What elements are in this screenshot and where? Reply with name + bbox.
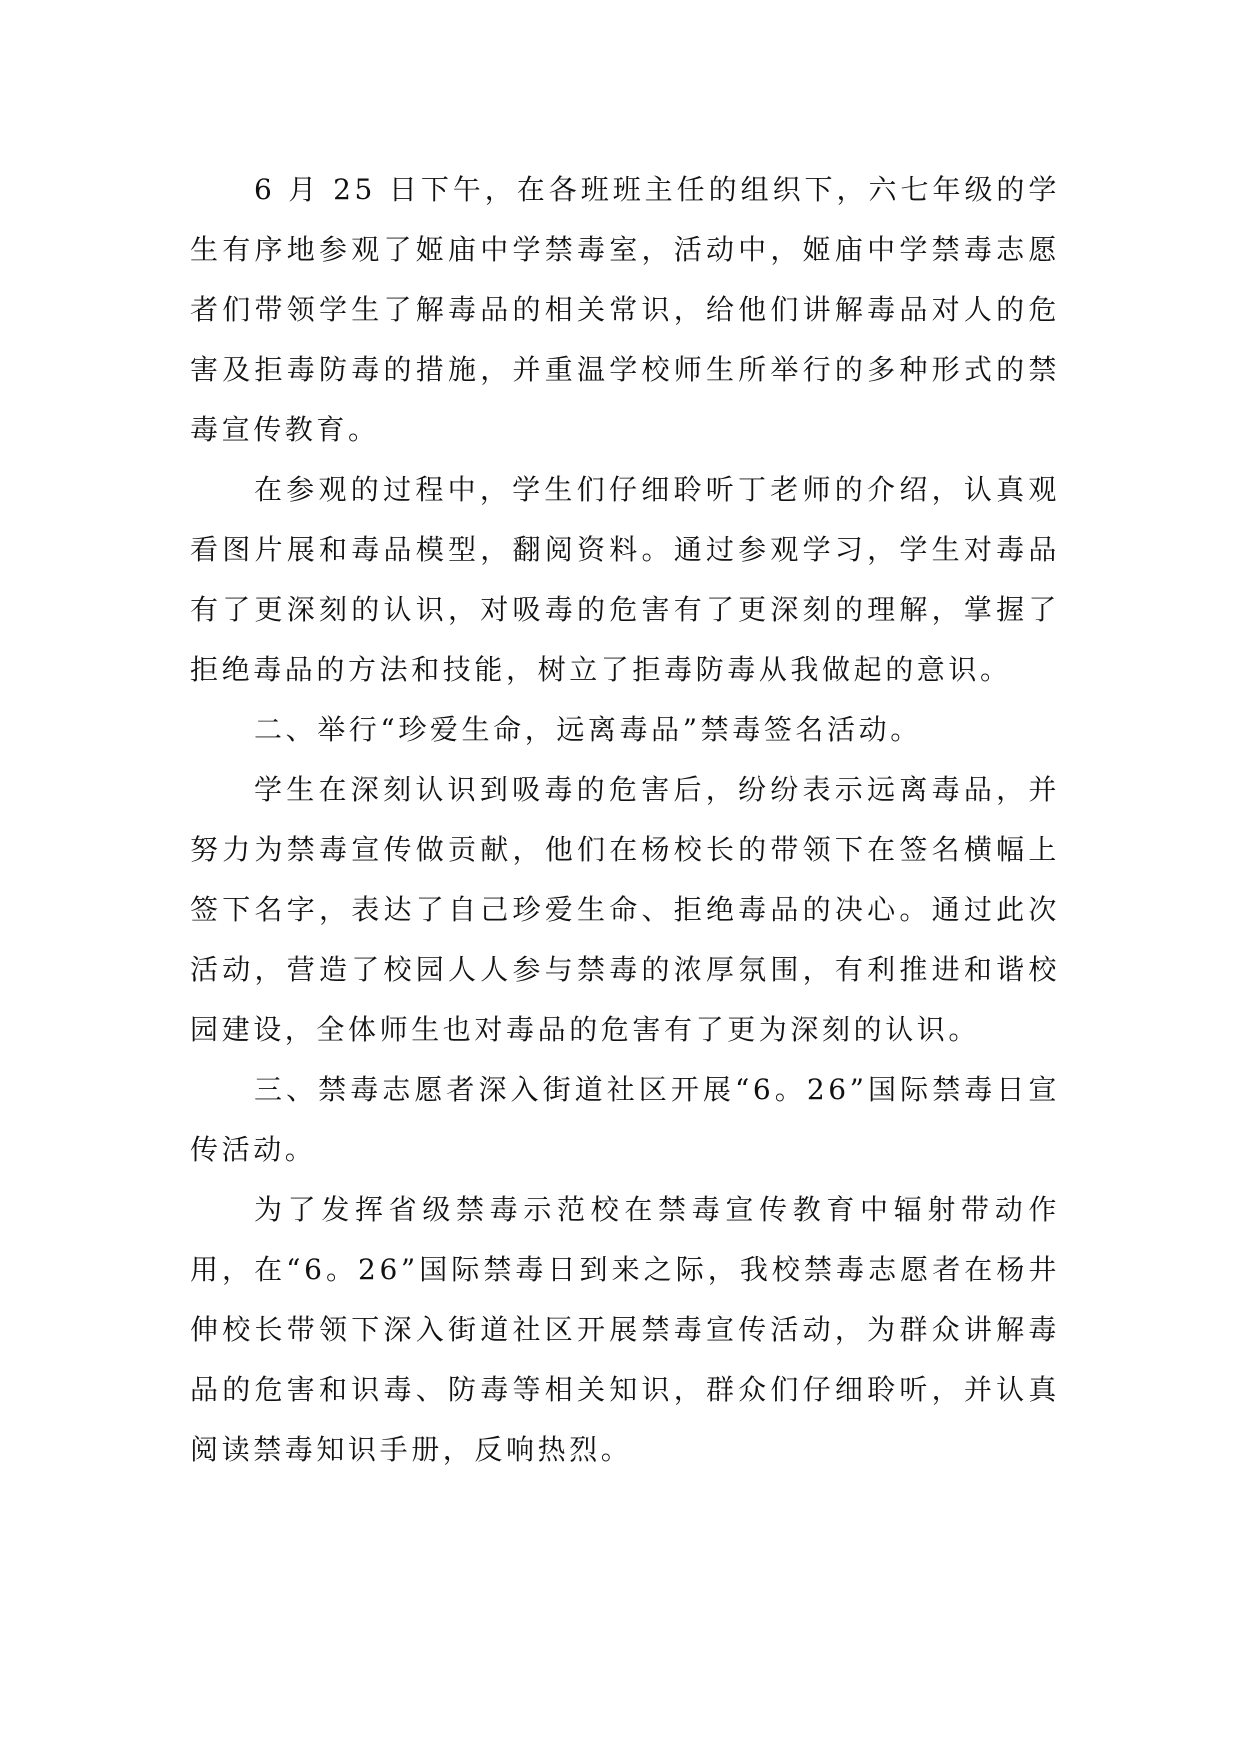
section-heading-signature: 二、举行“珍爱生命，远离毒品”禁毒签名活动。 [254,713,922,746]
paragraph-signature-activity: 学生在深刻认识到吸毒的危害后，纷纷表示远离毒品，并努力为禁毒宣传做贡献，他们在杨校长的带领下在签名横幅上签下名字，表达了自己珍爱生命、拒绝毒品的决心。通过此次活动，营造了校园人人参与禁毒的浓厚氛围，有利推进和谐校园建设，全体师生也对毒品的危害有了更为深刻的认识。 [190,773,1060,1046]
document-body [190,160,1060,1480]
paragraph-visit-drug-room: 6 月 25 日下午，在各班班主任的组织下，六七年级的学生有序地参观了姬庙中学禁毒室，活动中，姬庙中学禁毒志愿者们带领学生了解毒品的相关常识，给他们讲解毒品对人的危害及拒毒防毒的措施，并重温学校师生所举行的多种形式的禁毒宣传教育。 [190,173,1060,446]
paragraph-community-activity: 为了发挥省级禁毒示范校在禁毒宣传教育中辐射带动作用，在“6。26”国际禁毒日到来之际，我校禁毒志愿者在杨井伸校长带领下深入街道社区开展禁毒宣传活动，为群众讲解毒品的危害和识毒、防毒等相关知识，群众们仔细聆听，并认真阅读禁毒知识手册，反响热烈。 [190,1193,1060,1466]
section-heading-community: 三、禁毒志愿者深入街道社区开展“6。26”国际禁毒日宣传活动。 [190,1073,1060,1166]
paragraph-visit-process: 在参观的过程中，学生们仔细聆听丁老师的介绍，认真观看图片展和毒品模型，翻阅资料。通过参观学习，学生对毒品有了更深刻的认识，对吸毒的危害有了更深刻的理解，掌握了拒绝毒品的方法和技能，树立了拒毒防毒从我做起的意识。 [190,473,1060,686]
